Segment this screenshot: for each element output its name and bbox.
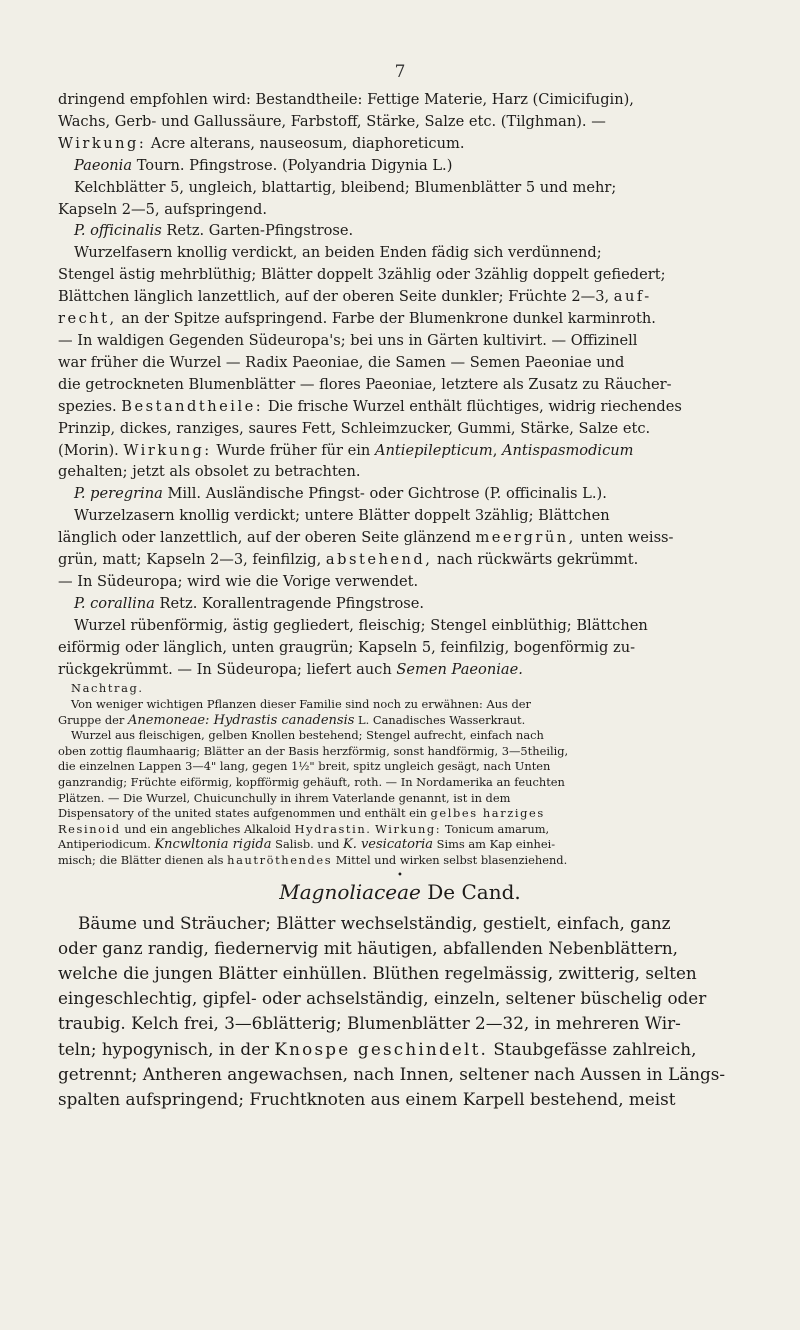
text-line: nach rückwärts gekrümmt.: [432, 551, 639, 569]
text-line: Prinzip, dickes, ranziges, saures Fett, Schleimzucker, Gummi, Stärke, Salze etc.: [58, 419, 651, 437]
spaced-term: recht,: [58, 310, 117, 328]
spaced-term: hautröthendes: [227, 853, 333, 867]
spaced-term: Knospe geschindelt.: [274, 1038, 489, 1059]
text-line: (Morin).: [58, 441, 124, 459]
text-line: Acre alterans, nauseosum, diaphoreticum.: [146, 134, 465, 152]
text-line: Tonicum amarum,: [441, 821, 550, 836]
text-line: Wurzel rübenförmig, ästig gegliedert, fleischig; Stengel einblüthig; Blättchen: [74, 616, 648, 634]
italic-term: Kncwltonia rigida: [154, 837, 272, 853]
text-line: Die frische Wurzel enthält flüchtiges, widrig riechendes: [263, 397, 682, 415]
text-line: Wachs, Gerb- und Gallussäure, Farbstoff, Stärke, Salze etc. (Tilghman). —: [58, 112, 606, 130]
text-line: Antiperiodicum.: [58, 837, 155, 852]
text-line: die getrockneten Blumenblätter — flores Paeoniae, letztere als Zusatz zu Räucher-: [58, 375, 672, 393]
text-line: Plätzen. — Die Wurzel, Chuicunchully in ihrem Vaterlande genannt, ist in dem: [58, 790, 511, 805]
text-line: Mittel und wirken selbst blasenziehend.: [332, 853, 568, 867]
text-line: Wurde früher für ein: [211, 441, 375, 459]
text-line: Wurzel aus fleischigen, gelben Knollen bestehend; Stengel aufrecht, einfach nach: [71, 728, 544, 743]
text-line: Bäume und Sträucher; Blätter wechselständig, gestielt, einfach, ganz: [78, 912, 671, 933]
italic-term: Antiepilepticum: [374, 441, 493, 459]
text-line: eiförmig oder länglich, unten graugrün; Kapseln 5, feinfilzig, bogenförmig zu-: [58, 638, 636, 656]
page-number: 7: [394, 62, 406, 82]
text-line: spalten aufspringend; Fruchtknoten aus einem Karpell bestehend, meist: [58, 1089, 676, 1110]
text-line: Wurzelfasern knollig verdickt, an beiden Enden fädig sich verdünnend;: [74, 244, 602, 262]
text-line: Mill. Ausländische Pfingst- oder Gichtrose (P. officinalis L.).: [162, 485, 607, 503]
paragraph-p-peregrina: [58, 483, 742, 593]
page-body: [58, 89, 742, 1112]
species-name: P. officinalis: [74, 222, 162, 240]
spaced-term: gelbes harziges: [430, 806, 545, 821]
text-line: grün, matt; Kapseln 2—3, feinfilzig,: [58, 551, 326, 569]
text-line: und ein angebliches Alkaloid: [120, 821, 295, 836]
family-name: Magnoliaceae: [279, 879, 421, 904]
text-line: Retz. Garten-Pfingstrose.: [161, 222, 354, 240]
text-line: ,: [492, 441, 502, 459]
text-line: spezies.: [58, 397, 122, 415]
italic-term: K. vesicatoria: [342, 837, 434, 853]
text-line: eingeschlechtig, gipfel- oder achselständig, einzeln, seltener büschelig oder: [58, 988, 707, 1009]
text-line: — In waldigen Gegenden Südeuropa's; bei uns in Gärten kultivirt. — Offizinell: [58, 331, 638, 349]
paragraph-magnoliaceae: [58, 911, 742, 1113]
species-name: P. corallina: [74, 594, 155, 612]
text-line: Kelchblätter 5, ungleich, blattartig, bleibend; Blumenblätter 5 und mehr;: [74, 178, 617, 196]
paragraph-paeonia-genus: [58, 155, 742, 221]
spaced-term: Hydrastin.: [294, 821, 372, 836]
spaced-term: abstehend,: [325, 551, 433, 569]
species-name: P. peregrina: [74, 485, 163, 503]
text-line: Sims am Kap einhei-: [433, 837, 556, 852]
text-line: misch; die Blätter dienen als: [58, 853, 228, 867]
text-line: gehalten; jetzt als obsolet zu betrachten.: [58, 463, 361, 481]
text-line: Dispensatory of the united states aufgenommen und enthält ein: [58, 806, 431, 821]
spaced-term: meergrün,: [475, 529, 576, 547]
text-line: Staubgefässe zahlreich,: [488, 1038, 697, 1059]
text-line: Von weniger wichtigen Pflanzen dieser Familie sind noch zu erwähnen: Aus der: [71, 697, 531, 712]
spaced-term: auf-: [613, 288, 652, 306]
text-line: Gruppe der: [58, 712, 128, 727]
separator-dot: •: [397, 869, 403, 881]
text-line: Stengel ästig mehrblüthig; Blätter doppelt 3zählig oder 3zählig doppelt gefiedert;: [58, 266, 666, 284]
keyword-wirkung: Wirkung:: [58, 134, 147, 152]
text-line: — In Südeuropa; wird wie die Vorige verwendet.: [58, 572, 419, 590]
text-line: unten weiss-: [575, 529, 674, 547]
text-line: rückgekrümmt. — In Südeuropa; liefert auch: [58, 660, 397, 678]
text-line: war früher die Wurzel — Radix Paeoniae, die Samen — Semen Paeoniae und: [58, 353, 625, 371]
text-line: ganzrandig; Früchte eiförmig, kopfförmig gehäuft, roth. — In Nordamerika an feuchten: [58, 775, 565, 790]
text-line: L. Canadisches Wasserkraut.: [354, 712, 526, 727]
text-line: an der Spitze aufspringend. Farbe der Blumenkrone dunkel karminroth.: [116, 310, 656, 328]
text-line: Salisb. und: [271, 837, 343, 852]
paragraph-cimicifuga-end: [58, 89, 742, 155]
text-line: Blättchen länglich lanzettlich, auf der oberen Seite dunkler; Früchte 2—3,: [58, 288, 614, 306]
text-line: dringend empfohlen wird: Bestandtheile: Fettige Materie, Harz (Cimicifugin),: [58, 91, 634, 108]
author-name: De Cand.: [420, 879, 521, 904]
italic-term: Anemoneae: Hydrastis canadensis: [127, 712, 355, 728]
text-line: traubig. Kelch frei, 3—6blätterig; Blumenblätter 2—32, in mehreren Wir-: [58, 1013, 681, 1034]
text-line: oben zottig flaumhaarig; Blätter an der Basis herzförmig, sonst handförmig, 3—5theilig,: [58, 743, 569, 758]
text-line: länglich oder lanzettlich, auf der oberen Seite glänzend: [58, 529, 476, 547]
text-line: getrennt; Antheren angewachsen, nach Innen, seltener nach Aussen in Längs-: [58, 1063, 726, 1084]
italic-term: Semen Paeoniae.: [396, 660, 523, 678]
paragraph-p-corallina: [58, 593, 742, 681]
text-line: teln; hypogynisch, in der: [58, 1038, 275, 1059]
paragraph-p-officinalis: [58, 220, 742, 483]
section-title-magnoliaceae: [58, 879, 742, 905]
text-line: welche die jungen Blätter einhüllen. Blüthen regelmässig, zwitterig, selten: [58, 963, 697, 983]
spaced-term: Resinoid: [58, 821, 121, 836]
keyword-wirkung: Wirkung:: [123, 441, 212, 459]
text-line: Tourn. Pfingstrose. (Polyandria Digynia L.): [132, 156, 453, 174]
text-line: die einzelnen Lappen 3—4" lang, gegen 1½" breit, spitz ungleich gesägt, nach Unten: [58, 759, 551, 774]
text-line: Kapseln 2—5, aufspringend.: [58, 200, 267, 218]
nachtrag-heading: Nachtrag.: [71, 681, 144, 696]
text-line: Wurzelzasern knollig verdickt; untere Blätter doppelt 3zählig; Blättchen: [74, 507, 610, 525]
keyword-bestandtheile: Bestandtheile:: [121, 397, 264, 415]
genus-name: Paeonia: [74, 156, 133, 174]
nachtrag-note: [58, 681, 742, 868]
text-line: oder ganz randig, fiedernervig mit häutigen, abfallenden Nebenblättern,: [58, 937, 679, 958]
keyword-wirkung: Wirkung:: [375, 821, 442, 836]
italic-term: Antispasmodicum: [501, 441, 634, 459]
text-line: Retz. Korallentragende Pfingstrose.: [154, 594, 425, 612]
